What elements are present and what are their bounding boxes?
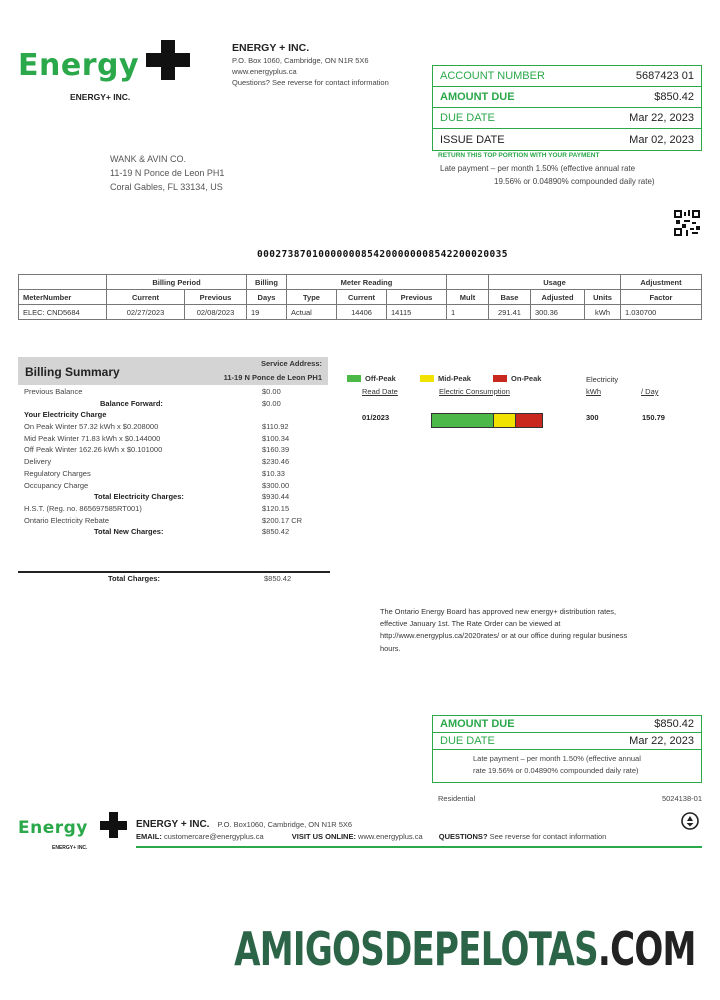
legend-swatch-on-peak xyxy=(493,375,507,382)
meter-header-row xyxy=(19,290,702,305)
footer-contact xyxy=(136,819,696,841)
list-item: Total New Charges: $850.42 xyxy=(94,527,290,537)
list-item: Mid Peak Winter 71.83 kWh x $0.144000 $100.34 xyxy=(24,433,290,443)
account-number-value: 5687423 01 xyxy=(635,70,694,82)
col-electric-consumption: Electric Consumption xyxy=(439,387,510,396)
kwh-value: 300 xyxy=(586,413,599,422)
legend-on-peak: On-Peak xyxy=(493,374,541,383)
list-item: Regulatory Charges $10.33 xyxy=(24,468,285,478)
footer-website-link[interactable]: www.energyplus.ca xyxy=(358,832,423,841)
footer-logo xyxy=(18,812,133,854)
footer-company-name: ENERGY + INC. xyxy=(136,819,210,830)
group-adjustment: Adjustment xyxy=(621,275,702,290)
account-number-label: ACCOUNT NUMBER xyxy=(440,70,545,82)
stub-late-line-2: rate 19.56% or 0.04890% compounded daily rate) xyxy=(473,766,639,775)
group-billing-period: Billing Period xyxy=(107,275,247,290)
col-previous-reading: Previous xyxy=(387,290,447,305)
due-date-row xyxy=(433,108,701,129)
footer-email-link[interactable]: customercare@energyplus.ca xyxy=(163,832,264,841)
col-type: Type xyxy=(287,290,337,305)
company-header xyxy=(232,42,432,87)
watermark-text: AMIGOSDEPELOTAS xyxy=(234,922,599,976)
read-date-value: 01/2023 xyxy=(362,413,390,422)
billing-lines xyxy=(18,385,328,538)
stub-due-label: DUE DATE xyxy=(440,735,495,747)
bar-segment-off-peak xyxy=(432,414,494,427)
footer-green-rule xyxy=(136,846,702,848)
col-kwh: kWh xyxy=(586,387,601,396)
cell-current-period: 02/27/2023 xyxy=(107,305,185,320)
watermark xyxy=(234,922,696,976)
watermark-suffix: .COM xyxy=(598,922,696,976)
legend-mid-peak: Mid-Peak xyxy=(420,374,471,383)
cell-current-reading: 14406 xyxy=(337,305,387,320)
bar-segment-mid-peak xyxy=(494,414,516,427)
stub-due-value: Mar 22, 2023 xyxy=(629,735,694,747)
notice-line-3: http://www.energyplus.ca/2020rates/ or at our office during regular business xyxy=(380,631,628,641)
list-item: Off Peak Winter 162.26 kWh x $0.101000 $160.39 xyxy=(24,445,290,455)
amount-due-value: $850.42 xyxy=(654,91,694,103)
stub-amount-row xyxy=(433,716,701,733)
group-meter-reading: Meter Reading xyxy=(287,275,447,290)
notice-line-1: The Ontario Energy Board has approved new energy+ distribution rates, xyxy=(380,607,617,616)
cell-base: 291.41 xyxy=(489,305,531,320)
list-item: Previous Balance $0.00 xyxy=(24,387,281,396)
customer-city: Coral Gables, FL 33134, US xyxy=(110,182,223,192)
company-website: www.energyplus.ca xyxy=(232,67,297,76)
cell-previous-reading: 14115 xyxy=(387,305,447,320)
company-contact-note: Questions? See reverse for contact information xyxy=(232,78,389,87)
stub-amount-label: AMOUNT DUE xyxy=(440,718,515,730)
issue-date-row xyxy=(433,129,701,150)
stub-due-row xyxy=(433,733,701,750)
due-date-label: DUE DATE xyxy=(440,112,495,124)
cell-units: kWh xyxy=(585,305,621,320)
legend-off-peak: Off-Peak xyxy=(347,374,396,383)
notice-line-2: effective January 1st. The Rate Order can be viewed at xyxy=(380,619,561,629)
consumption-chart xyxy=(345,372,705,432)
company-name: ENERGY + INC. xyxy=(232,42,310,54)
stub-code: 5024138-01 xyxy=(661,794,702,803)
cell-mult: 1 xyxy=(447,305,489,320)
footer-email-label: EMAIL: xyxy=(136,832,162,841)
cell-days: 19 xyxy=(247,305,287,320)
col-read-date: Read Date xyxy=(362,387,398,396)
service-address-label: Service Address: xyxy=(260,359,322,368)
table-row xyxy=(19,305,702,320)
account-summary-box xyxy=(432,65,702,151)
logo-word: Energy xyxy=(18,48,140,83)
col-meter-number: MeterNumber xyxy=(19,290,107,305)
footer-logo-subtitle: ENERGY+ INC. xyxy=(52,845,88,851)
group-usage: Usage xyxy=(489,275,621,290)
meter-group-header-row xyxy=(19,275,702,290)
stub-amount-value: $850.42 xyxy=(654,718,694,730)
stub-residential: Residential xyxy=(438,794,476,803)
legend-swatch-off-peak xyxy=(347,375,361,382)
cell-previous-period: 02/08/2023 xyxy=(185,305,247,320)
legend-swatch-mid-peak xyxy=(420,375,434,382)
customer-street: 11-19 N Ponce de Leon PH1 xyxy=(110,168,225,178)
amount-due-label: AMOUNT DUE xyxy=(440,91,515,103)
notice-line-4: hours. xyxy=(380,643,401,653)
service-address-value: 11-19 N Ponce de Leon PH1 xyxy=(223,373,322,382)
total-charges-label: Total Charges: xyxy=(108,574,160,583)
plus-icon xyxy=(146,40,190,80)
billing-summary xyxy=(18,357,328,538)
list-item: On Peak Winter 57.32 kWh x $0.208000 $110.92 xyxy=(24,422,289,432)
company-address: P.O. Box 1060, Cambridge, ON N1R 5X6 xyxy=(232,56,369,65)
stub-late-line-1: Late payment – per month 1.50% (effective annual xyxy=(473,754,641,763)
footer-questions-text: See reverse for contact information xyxy=(489,832,607,841)
col-mult: Mult xyxy=(447,290,489,305)
col-factor: Factor xyxy=(621,290,702,305)
col-base: Base xyxy=(489,290,531,305)
footer-logo-word: Energy xyxy=(18,818,88,838)
list-item: H.S.T. (Reg. no. 865697585RT001) $120.15 xyxy=(24,503,290,513)
recycle-icon xyxy=(681,812,699,830)
late-payment-line-1: Late payment – per month 1.50% (effective annual rate xyxy=(440,164,636,173)
account-number-row xyxy=(433,66,701,87)
billing-summary-header xyxy=(18,357,328,385)
footer-visit-label: VISIT US ONLINE: xyxy=(291,832,356,841)
meter-reading-table xyxy=(18,274,702,320)
return-portion-note: RETURN THIS TOP PORTION WITH YOUR PAYMENT xyxy=(438,152,600,159)
amount-due-row xyxy=(433,87,701,108)
barcode-number: 00027387010000000854200000008542200020035 xyxy=(257,249,508,260)
rate-notice xyxy=(380,606,705,655)
list-item: Occupancy Charge $300.00 xyxy=(24,480,290,490)
col-electricity: Electricity xyxy=(586,375,619,384)
list-item: Your Electricity Charge xyxy=(24,410,107,420)
per-day-value: 150.79 xyxy=(642,413,665,422)
customer-name: WANK & AVIN CO. xyxy=(110,154,187,164)
footer-plus-icon xyxy=(100,812,127,838)
col-current-reading: Current xyxy=(337,290,387,305)
customer-address xyxy=(110,152,224,194)
qr-code xyxy=(674,210,700,236)
bar-segment-on-peak xyxy=(516,414,542,427)
cell-meter-number: ELEC: CND5684 xyxy=(19,305,107,320)
footer-questions-label: QUESTIONS? xyxy=(438,832,488,841)
cell-factor: 1.030700 xyxy=(621,305,702,320)
list-item: Delivery $230.46 xyxy=(24,457,290,467)
col-days: Days xyxy=(247,290,287,305)
total-charges-row xyxy=(24,573,324,585)
payment-stub-box xyxy=(432,715,702,783)
company-logo xyxy=(18,40,198,110)
cell-type: Actual xyxy=(287,305,337,320)
late-payment-line-2: 19.56% or 0.04890% compounded daily rate) xyxy=(494,177,655,186)
billing-summary-title: Billing Summary xyxy=(25,365,120,379)
issue-date-value: Mar 02, 2023 xyxy=(629,133,694,146)
list-item: Balance Forward: $0.00 xyxy=(100,398,281,408)
cell-adjusted: 300.36 xyxy=(531,305,585,320)
col-current-period: Current xyxy=(107,290,185,305)
footer-address: P.O. Box1060, Cambridge, ON N1R 5X6 xyxy=(217,820,353,829)
col-units: Units xyxy=(585,290,621,305)
total-charges-amount: $850.42 xyxy=(264,574,292,583)
issue-date-label: ISSUE DATE xyxy=(440,133,505,146)
group-billing: Billing xyxy=(247,275,287,290)
col-per-day: / Day xyxy=(641,387,659,396)
logo-subtitle: ENERGY+ INC. xyxy=(70,92,131,102)
due-date-value: Mar 22, 2023 xyxy=(629,112,694,124)
stub-late-payment xyxy=(433,750,701,782)
col-previous-period: Previous xyxy=(185,290,247,305)
list-item: Total Electricity Charges: $930.44 xyxy=(94,492,290,502)
col-adjusted: Adjusted xyxy=(531,290,585,305)
consumption-bar xyxy=(431,413,543,428)
list-item: Ontario Electricity Rebate $200.17 CR xyxy=(24,515,303,525)
